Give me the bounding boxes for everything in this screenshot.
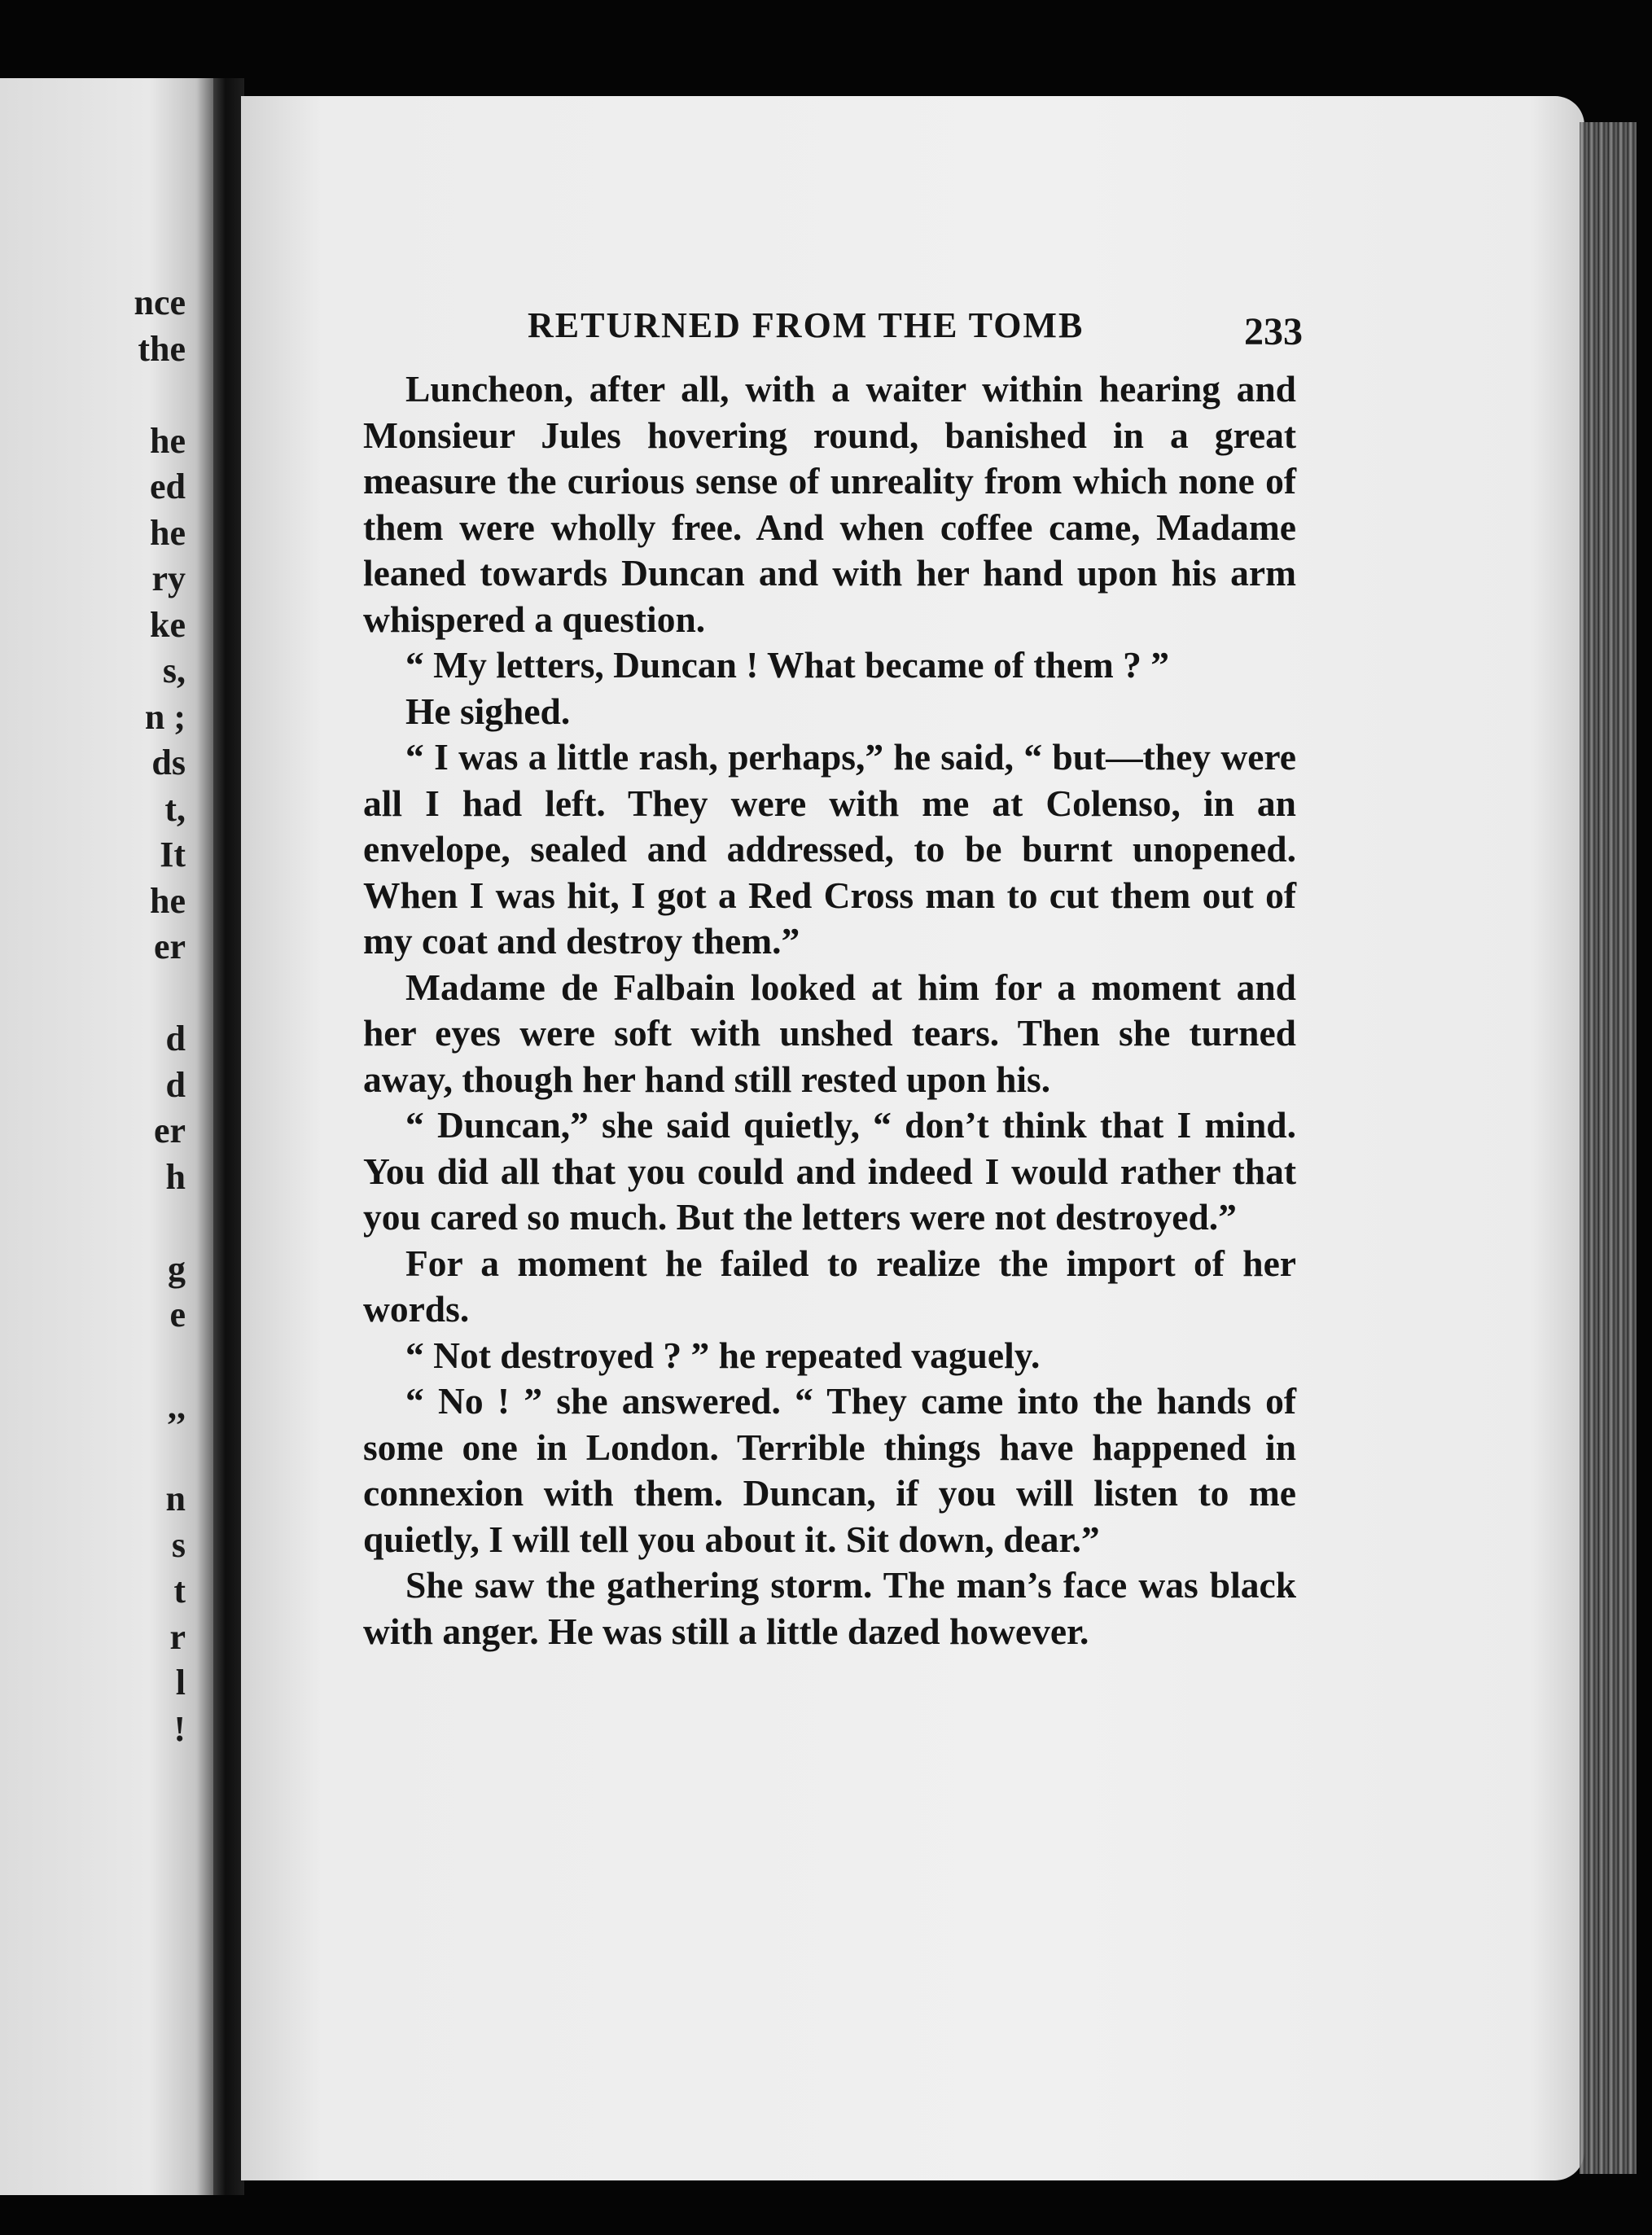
left-page-text-fragment: ds — [151, 743, 186, 782]
left-page-edge — [0, 78, 213, 2195]
left-page-text-fragment: the — [138, 328, 186, 369]
left-page-text-fragment: g — [168, 1248, 186, 1289]
left-page-text-fragment: he — [150, 420, 186, 461]
book-page — [241, 96, 1584, 2180]
paragraph: She saw the gathering storm. The man’s face was black with anger. He was still a little dazed however. — [363, 1564, 1296, 1652]
left-page-text-fragment: t — [173, 1571, 186, 1611]
left-page-text-fragment: h — [165, 1156, 186, 1197]
paragraph: Luncheon, after all, with a waiter within hearing and Monsieur Jules hovering round, banished in a great measure the curious sense of unreality from which none of them were wholly free. And when coffee came, Madame leaned towards Duncan and with her hand upon his arm whispered a question. — [363, 368, 1296, 640]
left-page-text-fragment: ,, — [168, 1387, 186, 1426]
page-number: 233 — [1244, 310, 1303, 353]
left-page-text-fragment: ry — [151, 559, 186, 598]
running-title: RETURNED FROM THE TOMB — [528, 305, 1085, 345]
left-page-text-fragment: er — [153, 927, 186, 966]
paragraph: For a moment he failed to realize the import of her words. — [363, 1242, 1296, 1330]
paragraph: “ No ! ” she answered. “ They came into the hands of some one in London. Terrible things have happened in connexion with them. Duncan, if you will listen to me quietly, I will tell you about it. Sit down, dear.” — [363, 1380, 1296, 1560]
paragraph: Madame de Falbain looked at him for a moment and her eyes were soft with unshed tears. Then she turned away, though her hand still rested upon his. — [363, 966, 1296, 1100]
left-page-text-fragment: ed — [150, 467, 186, 506]
left-page-text-fragment: l — [175, 1663, 186, 1703]
paragraph: “ Duncan,” she said quietly, “ don’t think that I mind. You did all that you could and indeed I would rather that you cared so much. But the letters were not destroyed.” — [363, 1104, 1296, 1238]
paragraph: “ My letters, Duncan ! What became of them ? ” — [405, 644, 1170, 686]
left-page-text-fragment: r — [169, 1616, 186, 1657]
left-page-text-fragment: s, — [162, 651, 186, 690]
body-text — [363, 366, 1296, 1654]
left-page-text-fragment: n ; — [144, 696, 186, 737]
left-page-text-fragment: nce — [134, 283, 186, 322]
left-page-text-fragment: d — [165, 1019, 186, 1058]
left-page-text-fragment: he — [150, 880, 186, 921]
paragraph: He sighed. — [405, 690, 571, 732]
paragraph: “ Not destroyed ? ” he repeated vaguely. — [405, 1334, 1041, 1376]
left-page-text-fragment: er — [153, 1111, 186, 1150]
paragraph: “ I was a little rash, perhaps,” he said, “ but—they were all I had left. They were with me at Colenso, in an envelope, sealed and addressed, to be burnt unopened. When I was hit, I got a Red Cross man to cut them out of my coat and destroy them.” — [363, 736, 1296, 962]
left-page-text-fragment: ke — [150, 604, 186, 645]
left-page-text-fragment: d — [165, 1064, 186, 1105]
book-gutter — [213, 78, 244, 2195]
left-page-text-fragment: e — [169, 1295, 186, 1334]
left-page-text-fragment: s — [171, 1524, 186, 1565]
left-page-text-fragment: t, — [164, 788, 186, 829]
left-page-text-fragment: n — [165, 1479, 186, 1518]
page-block-edge — [1580, 122, 1637, 2174]
left-page-text-fragment: It — [160, 835, 186, 874]
left-page-text-fragment: he — [150, 512, 186, 553]
left-page-text-fragment: ! — [173, 1708, 186, 1749]
